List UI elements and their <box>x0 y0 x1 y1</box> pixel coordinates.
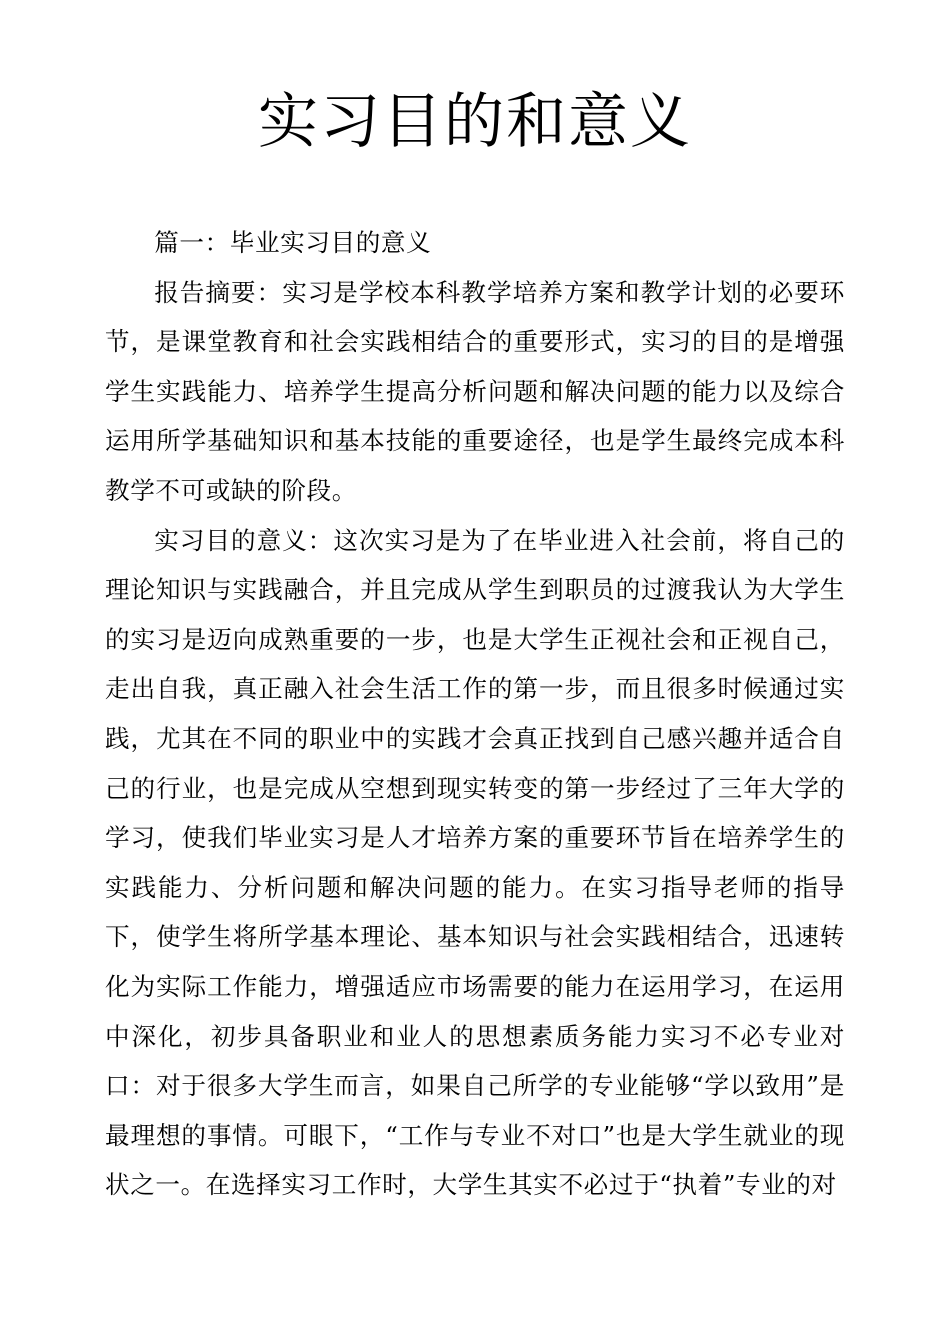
document-title: 实习目的和意义 <box>258 87 692 157</box>
paragraph-abstract: 报告摘要：实习是学校本科教学培养方案和教学计划的必要环节，是课堂教育和社会实践相结合的重要形式，实习的目的是增强学生实践能力、培养学生提高分析问题和解决问题的能力以及综合运用所学基础知识和基本技能的重要途径，也是学生最终完成本科教学不可或缺的阶段。 <box>105 277 845 505</box>
document-body <box>105 218 845 1210</box>
paragraph-heading: 篇一：毕业实习目的意义 <box>154 228 432 257</box>
paragraph-purpose: 实习目的意义：这次实习是为了在毕业进入社会前，将自己的理论知识与实践融合，并且完成从学生到职员的过渡我认为大学生的实习是迈向成熟重要的一步，也是大学生正视社会和正视自己，走出自我，真正融入社会生活工作的第一步，而且很多时候通过实践，尤其在不同的职业中的实践才会真正找到自己感兴趣并适合自己的行业，也是完成从空想到现实转变的第一步经过了三年大学的学习，使我们毕业实习是人才培养方案的重要环节旨在培养学生的实践能力、分析问题和解决问题的能力。在实习指导老师的指导下，使学生将所学基本理论、基本知识与社会实践相结合，迅速转化为实际工作能力，增强适应市场需要的能力在运用学习，在运用中深化，初步具备职业和业人的思想素质务能力实习不必专业对口：对于很多大学生而言，如果自己所学的专业能够“学以致用”是最理想的事情。可眼下，“工作与专业不对口”也是大学生就业的现状之一。在选择实习工作时，大学生其实不必过于“执着”专业的对 <box>105 525 845 1200</box>
